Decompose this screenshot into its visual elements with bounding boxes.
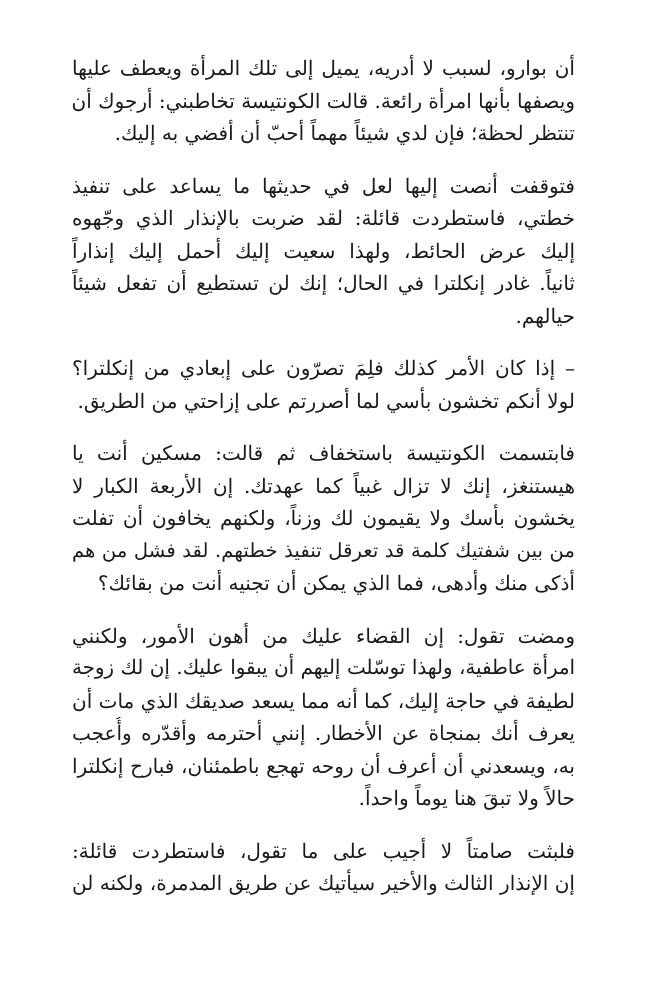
text-line: حيالهم. [515, 303, 575, 328]
text-line: من بين شفتيك كلمة قد تعرقل تنفيذ خطتهم. لقد فشل من هم [72, 538, 575, 562]
text-line: إن الإنذار الثالث والأخير سيأتيك عن طريق المدمرة، ولكنه لن [72, 871, 575, 895]
text-line: يخشون بأسك ولا يقيمون لك وزناً، ولكنهم يخافون أن تفلت [72, 506, 575, 530]
text-line: ثانياً. غادر إنكلترا في الحال؛ إنك لن تستطيع أن تفعل شيئاً [72, 271, 575, 295]
text-line: امرأة عاطفية، ولهذا توسّلت إليهم أن يبقوا عليك. إن لك زوجة [72, 656, 575, 679]
text-line: فلبثت صامتاً لا أجيب على ما تقول، فاستطردت قائلة: [72, 838, 575, 863]
text-line: إليك عرض الحائط، ولهذا سعيت إليك أحمل إليك إنذاراً [72, 238, 575, 263]
paragraph-2 [72, 170, 575, 333]
paragraph-1 [72, 52, 575, 150]
text-line: أن بوارو، لسبب لا أدريه، يميل إلى تلك المرأة ويعطف عليها [72, 56, 575, 80]
text-line: هيستنغز، إنك لا تزال غبياً كما عهدتك. إن الأربعة الكبار لا [72, 473, 575, 498]
text-line: يعرف أنك بمنجاة عن الأخطار. إنني أحترمه وأقدّره وأُعجب [72, 721, 575, 745]
paragraph-5 [72, 620, 575, 815]
text-line: – إذا كان الأمر كذلك فلِمَ تصرّون على إبعادي من إنكلترا؟ [72, 356, 575, 380]
text-line: حالاً ولا تبقَ هنا يوماً واحداً. [358, 786, 575, 810]
paragraph-4 [72, 437, 575, 600]
paragraph-3-dialogue [72, 352, 575, 417]
text-line: ومضت تقول: إن القضاء عليك من أهون الأمور، ولكنني [72, 623, 575, 648]
text-line: به، ويسعدني أن أعرف أن روحه تهجع باطمئنان، فبارح إنكلترا [72, 753, 575, 778]
text-line: خطتي، فاستطردت قائلة: لقد ضربت بالإنذار الذي وجّهوه [72, 206, 575, 230]
text-line: لطيفة في حاجة إليك، كما أنه مما يسعد صديقك الذي مات أن [72, 688, 575, 713]
text-line: فابتسمت الكونتيسة باستخفاف ثم قالت: مسكين أنت يا [72, 441, 575, 465]
paragraph-6 [72, 835, 575, 900]
book-page [72, 52, 575, 1000]
text-line: لولا أنكم تخشون بأسي لما أصررتم على إزاحتي من الطريق. [77, 388, 575, 413]
text-line: ويصفها بأنها امرأة رائعة. قالت الكونتيسة تخاطبني: أرجوك أن [72, 88, 575, 113]
text-line: تنتظر لحظة؛ فإن لدي شيئاً مهماً أحبّ أن أفضي به إليك. [114, 121, 575, 145]
text-line: أذكى منك وأدهى، فما الذي يمكن أن تجنيه أنت من بقائك؟ [97, 571, 575, 595]
text-line: فتوقفت أنصت إليها لعل في حديثها ما يساعد على تنفيذ [72, 173, 575, 198]
